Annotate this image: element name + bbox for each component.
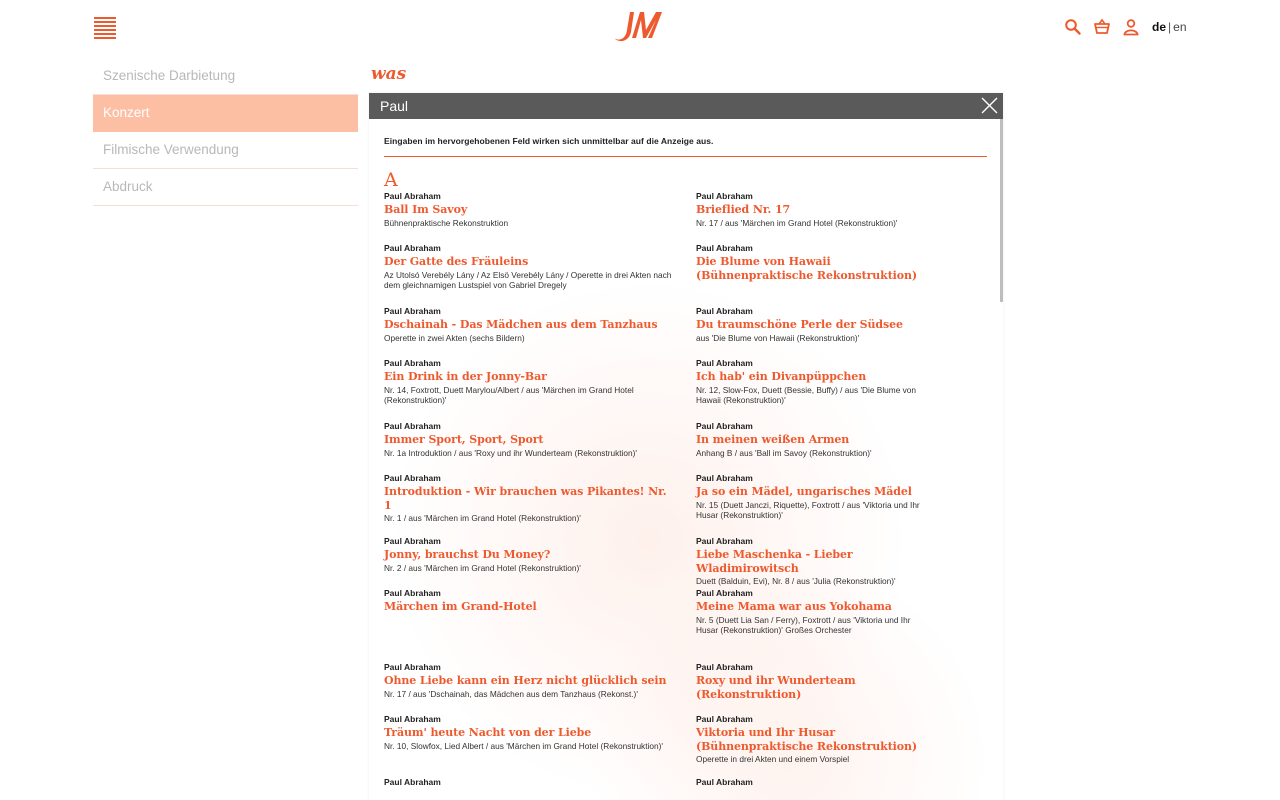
list-item[interactable] bbox=[696, 306, 921, 343]
list-item[interactable] bbox=[696, 777, 921, 789]
list-item[interactable] bbox=[696, 588, 921, 635]
entry-description: Nr. 14, Foxtrott, Duett Marylou/Albert / aus 'Märchen im Grand Hotel (Rekonstruktion)' bbox=[384, 384, 634, 405]
entry-composer: Paul Abraham bbox=[384, 777, 441, 787]
entry-title[interactable]: Viktoria und Ihr Husar (Bühnenpraktische Rekonstruktion) bbox=[696, 726, 917, 753]
panel-header bbox=[369, 93, 1003, 119]
entry-composer: Paul Abraham bbox=[384, 306, 441, 316]
entry-description: Nr. 12, Slow-Fox, Duett (Bessie, Buffy) / aus 'Die Blume von Hawaii (Rekonstruktion)' bbox=[696, 384, 917, 405]
entry-composer: Paul Abraham bbox=[384, 191, 441, 201]
list-item[interactable] bbox=[696, 358, 921, 405]
entry-composer: Paul Abraham bbox=[696, 777, 753, 787]
entry-title[interactable]: Du traumschöne Perle der Südsee bbox=[696, 318, 903, 331]
entry-composer: Paul Abraham bbox=[696, 588, 753, 598]
sidebar-item-abdruck[interactable]: Abdruck bbox=[93, 169, 358, 206]
entry-composer: Paul Abraham bbox=[696, 421, 753, 431]
entry-description: aus 'Die Blume von Hawaii (Rekonstruktion)' bbox=[696, 332, 860, 343]
entry-title[interactable]: Liebe Maschenka - Lieber Wladimirowitsch bbox=[696, 548, 853, 575]
entry-title[interactable]: Ich hab' ein Divanpüppchen bbox=[696, 370, 867, 383]
list-item[interactable] bbox=[696, 662, 921, 702]
entry-title[interactable]: Der Gatte des Fräuleins bbox=[384, 255, 529, 268]
list-item[interactable] bbox=[384, 662, 674, 699]
entry-composer: Paul Abraham bbox=[384, 662, 441, 672]
entry-description: Nr. 1 / aus 'Märchen im Grand Hotel (Rekonstruktion)' bbox=[384, 513, 581, 523]
entry-composer: Paul Abraham bbox=[696, 714, 753, 724]
entry-composer: Paul Abraham bbox=[384, 473, 441, 483]
entry-composer: Paul Abraham bbox=[696, 662, 753, 672]
entry-title[interactable]: In meinen weißen Armen bbox=[696, 433, 850, 446]
scrollbar[interactable] bbox=[1000, 119, 1003, 302]
entry-composer: Paul Abraham bbox=[384, 536, 441, 546]
letter-heading: A bbox=[384, 169, 398, 191]
entry-title[interactable]: Dschainah - Das Mädchen aus dem Tanzhaus bbox=[384, 318, 658, 331]
user-icon[interactable] bbox=[1122, 18, 1140, 36]
entry-title[interactable]: Die Blume von Hawaii (Bühnenpraktische Rekonstruktion) bbox=[696, 255, 917, 282]
sidebar bbox=[93, 58, 358, 206]
search-results-panel bbox=[369, 93, 1003, 800]
list-item[interactable] bbox=[384, 243, 674, 290]
entry-description: Nr. 5 (Duett Lia San / Ferry), Foxtrott / aus 'Viktoria und Ihr Husar (Rekonstruktion)' Großes Orchester bbox=[696, 614, 911, 635]
sidebar-item-szenische-darbietung[interactable]: Szenische Darbietung bbox=[93, 58, 358, 95]
panel-body bbox=[369, 119, 1003, 800]
entry-composer: Paul Abraham bbox=[696, 191, 753, 201]
entry-title[interactable]: Märchen im Grand-Hotel bbox=[384, 600, 537, 613]
entry-composer: Paul Abraham bbox=[384, 358, 441, 368]
entry-title[interactable]: Meine Mama war aus Yokohama bbox=[696, 600, 892, 613]
entry-description: Nr. 15 (Duett Janczi, Riquette), Foxtrott / aus 'Viktoria und Ihr Husar (Rekonstruktion)' bbox=[696, 499, 920, 520]
hint-text: Eingaben im hervorgehobenen Feld wirken sich unmittelbar auf die Anzeige aus. bbox=[384, 136, 987, 157]
entry-description: Nr. 10, Slowfox, Lied Albert / aus 'Märchen im Grand Hotel (Rekonstruktion)' bbox=[384, 740, 663, 751]
entry-composer: Paul Abraham bbox=[384, 588, 441, 598]
list-item[interactable] bbox=[696, 243, 921, 283]
section-label: was bbox=[371, 64, 407, 84]
entry-description: Az Utolsó Verebély Lány / Az Elsö Verebély Lány / Operette in drei Akten nach dem gleichnamigen Lustspiel von Gabriel Dregely bbox=[384, 269, 672, 290]
search-icon[interactable] bbox=[1064, 18, 1082, 36]
menu-icon[interactable] bbox=[94, 17, 116, 37]
list-item[interactable] bbox=[384, 191, 674, 228]
lang-separator: | bbox=[1168, 20, 1172, 34]
entry-title[interactable]: Roxy und ihr Wunderteam (Rekonstruktion) bbox=[696, 674, 856, 701]
entry-composer: Paul Abraham bbox=[696, 243, 753, 253]
entry-description: Nr. 2 / aus 'Märchen im Grand Hotel (Rekonstruktion)' bbox=[384, 562, 581, 573]
entry-composer: Paul Abraham bbox=[384, 714, 441, 724]
list-item[interactable] bbox=[696, 473, 921, 520]
entry-description: Operette in drei Akten und einem Vorspiel bbox=[696, 754, 850, 764]
entry-description: Nr. 17 / aus 'Märchen im Grand Hotel (Rekonstruktion)' bbox=[696, 217, 898, 228]
entry-composer: Paul Abraham bbox=[696, 536, 753, 546]
entry-title[interactable]: Ja so ein Mädel, ungarisches Mädel bbox=[696, 485, 912, 498]
list-item[interactable] bbox=[696, 191, 921, 228]
entry-title[interactable]: Ohne Liebe kann ein Herz nicht glücklich sein bbox=[384, 674, 667, 687]
language-switch bbox=[1152, 20, 1187, 34]
entry-description: Operette in zwei Akten (sechs Bildern) bbox=[384, 332, 525, 343]
entry-title[interactable]: Träum' heute Nacht von der Liebe bbox=[384, 726, 592, 739]
entry-composer: Paul Abraham bbox=[384, 421, 441, 431]
list-item[interactable] bbox=[384, 358, 674, 405]
entry-title[interactable]: Ein Drink in der Jonny-Bar bbox=[384, 370, 547, 383]
entry-description: Nr. 17 / aus 'Dschainah, das Mädchen aus dem Tanzhaus (Rekonst.)' bbox=[384, 688, 638, 699]
entry-title[interactable]: Brieflied Nr. 17 bbox=[696, 203, 791, 216]
logo[interactable] bbox=[612, 8, 666, 42]
list-item[interactable] bbox=[384, 421, 674, 458]
entry-description: Anhang B / aus 'Ball im Savoy (Rekonstruktion)' bbox=[696, 447, 872, 458]
entry-composer: Paul Abraham bbox=[384, 243, 441, 253]
list-item[interactable] bbox=[384, 536, 674, 573]
entry-description: Nr. 1a Introduktion / aus 'Roxy und ihr Wunderteam (Rekonstruktion)' bbox=[384, 447, 637, 458]
list-item[interactable] bbox=[384, 777, 674, 789]
list-item[interactable] bbox=[384, 473, 674, 523]
list-item[interactable] bbox=[384, 588, 674, 615]
close-icon[interactable] bbox=[980, 96, 999, 115]
entry-title[interactable]: Immer Sport, Sport, Sport bbox=[384, 433, 544, 446]
sidebar-item-konzert[interactable]: Konzert bbox=[93, 95, 358, 132]
entry-title[interactable]: Jonny, brauchst Du Money? bbox=[384, 548, 551, 561]
sidebar-item-filmische-verwendung[interactable]: Filmische Verwendung bbox=[93, 132, 358, 169]
entry-composer: Paul Abraham bbox=[696, 473, 753, 483]
lang-de[interactable]: de bbox=[1152, 20, 1167, 34]
list-item[interactable] bbox=[384, 714, 674, 751]
entry-description: Duett (Balduin, Evi), Nr. 8 / aus 'Julia (Rekonstruktion)' bbox=[696, 576, 896, 586]
entry-composer: Paul Abraham bbox=[696, 306, 753, 316]
entry-title[interactable]: Ball Im Savoy bbox=[384, 203, 468, 216]
list-item[interactable] bbox=[696, 421, 921, 458]
entry-description: Bühnenpraktische Rekonstruktion bbox=[384, 217, 509, 228]
basket-icon[interactable] bbox=[1093, 18, 1111, 36]
lang-en[interactable]: en bbox=[1173, 20, 1187, 34]
list-item[interactable] bbox=[696, 714, 921, 764]
search-field-value[interactable]: Paul bbox=[380, 98, 409, 114]
list-item[interactable] bbox=[696, 536, 921, 586]
list-item[interactable] bbox=[384, 306, 674, 343]
top-bar bbox=[0, 0, 1280, 56]
entry-title[interactable]: Introduktion - Wir brauchen was Pikantes! Nr. 1 bbox=[384, 485, 667, 512]
entry-composer: Paul Abraham bbox=[696, 358, 753, 368]
